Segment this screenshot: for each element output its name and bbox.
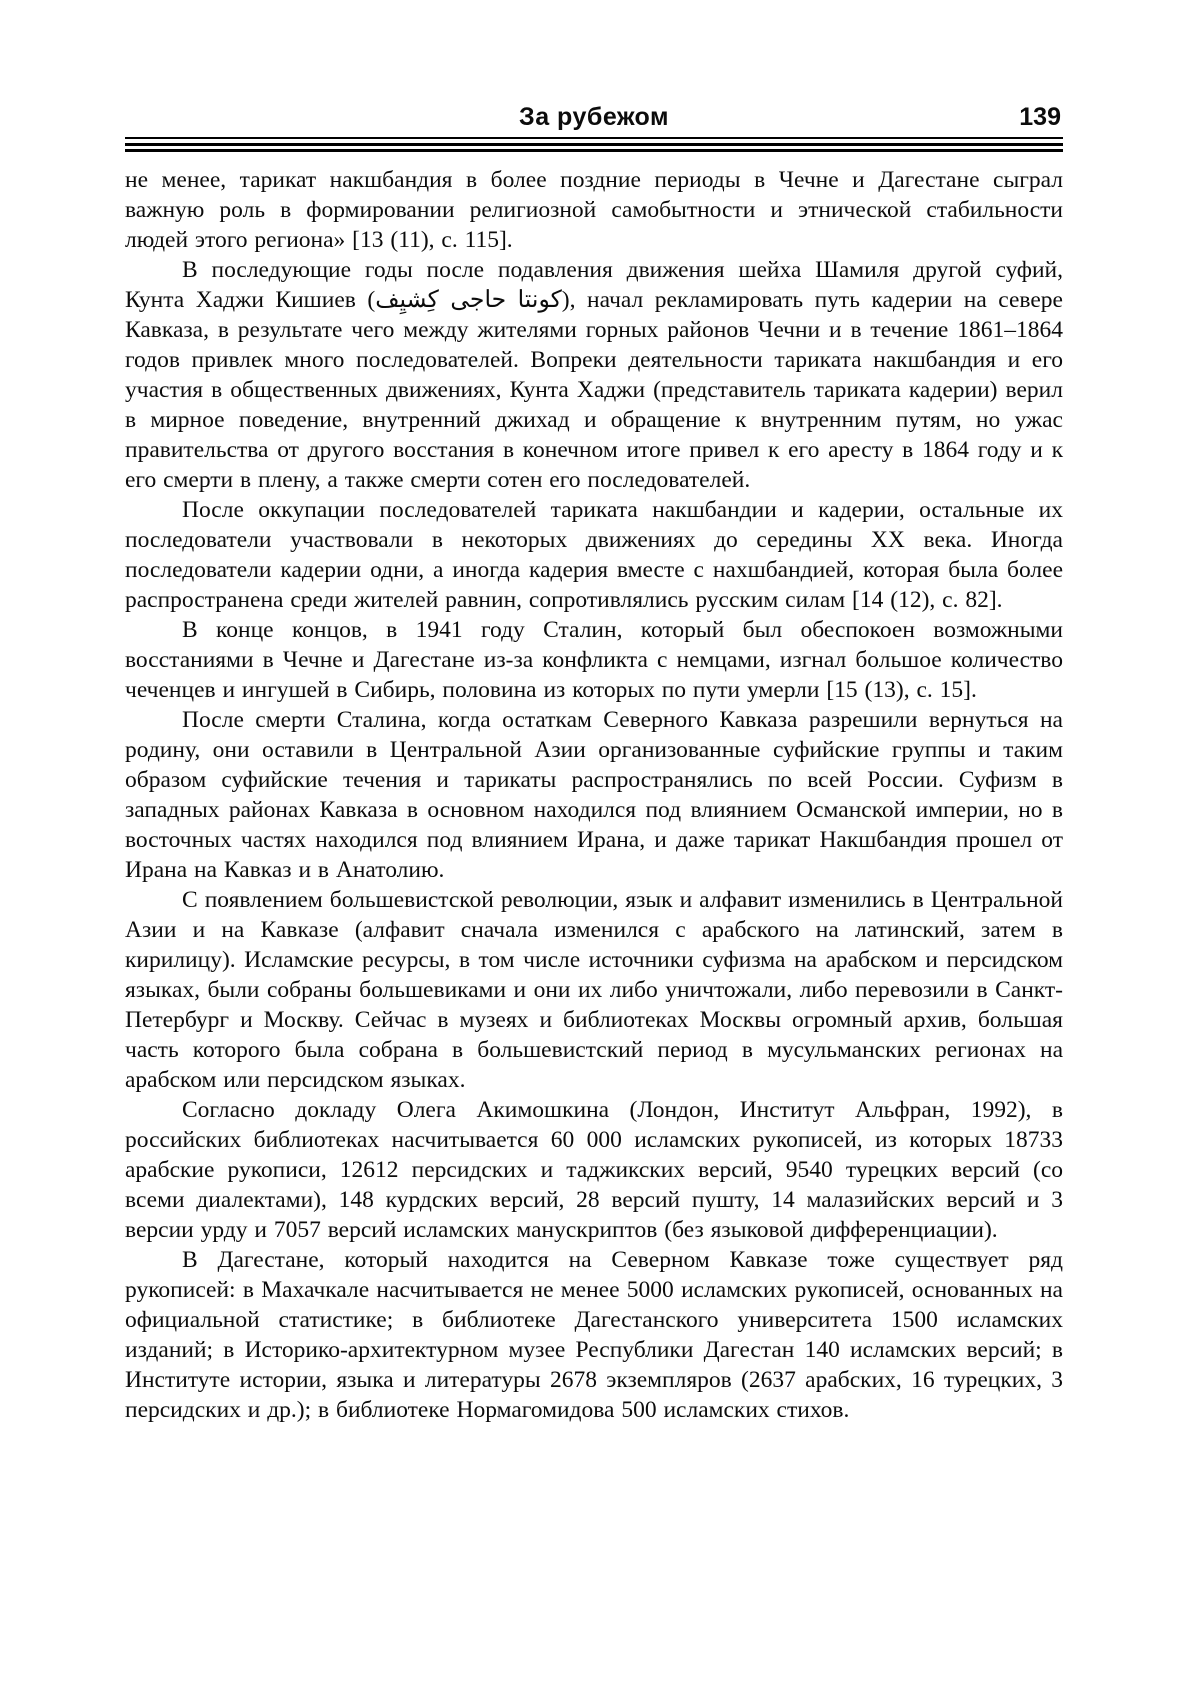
body-paragraph: С появлением большевистской революции, язык и алфавит изменились в Центральной Азии и на Кавказе (алфавит сначала изменился с арабского на латинский, затем в кирилицу). Исламские ресурсы, в том числе источники суфизма на арабском и персидском языках, были собраны большевиками и они их либо уничтожали, либо перевозили в Санкт-Петербург и Москву. Сейчас в музеях и библиотеках Москвы огромный архив, большая часть которого была собрана в большевистский период в мусульманских регионах на арабском или персидском языках. (125, 886, 1063, 1093)
body-paragraph: Согласно докладу Олега Акимошкина (Лондон, Институт Альфран, 1992), в российских библиотеках насчитывается 60 000 исламских рукописей, из которых 18733 арабские рукописи, 12612 персидских и таджикских версий, 9540 турецких версий (со всеми диалектами), 148 курдских версий, 28 версий пушту, 14 малазийских версий и 3 версии урду и 7057 версий исламских манускриптов (без языковой дифференциации). (125, 1096, 1063, 1243)
body-paragraph: В Дагестане, который находится на Северном Кавказе тоже существует ряд рукописей: в Махачкале насчитывается не менее 5000 исламских рукописей, основанных на официальной статистике; в библиотеке Дагестанского университета 1500 исламских изданий; в Историко-архитектурном музее Республики Дагестан 140 исламских версий; в Институте истории, языка и литературы 2678 экземпляров (2637 арабских, 16 турецких, 3 персидских и др.); в библиотеке Нормагомидова 500 исламских стихов. (125, 1246, 1063, 1423)
page-number: 139 (1019, 103, 1061, 131)
body-paragraph: В конце концов, в 1941 году Сталин, который был обеспокоен возможными восстаниями в Чечне и Дагестане из-за конфликта с немцами, изгнал большое количество чеченцев и ингушей в Сибирь, половина из которых по пути умерли [15 (13), с. 15]. (125, 616, 1063, 703)
running-header (125, 104, 1063, 139)
journal-page (125, 0, 1063, 1425)
article-body (125, 165, 1063, 1425)
body-paragraph: После смерти Сталина, когда остаткам Северного Кавказа разрешили вернуться на родину, они оставили в Центральной Азии организованные суфийские группы и таким образом суфийские течения и тарикаты распространялись по всей России. Суфизм в западных районах Кавказа в основном находился под влиянием Османской империи, но в восточных частях находился под влиянием Ирана, и даже тарикат Накшбандия прошел от Ирана на Кавказ и в Анатолию. (125, 706, 1063, 883)
body-paragraph: не менее, тарикат накшбандия в более поздние периоды в Чечне и Дагестане сыграл важную роль в формировании религиозной самобытности и этнической стабильности людей этого региона» [13 (11), с. 115]. (125, 166, 1063, 253)
body-paragraph: После оккупации последователей тариката накшбандии и кадерии, остальные их последователи участвовали в некоторых движениях до середины XX века. Иногда последователи кадерии одни, а иногда кадерия вместе с нахшбандией, которая была более распространена среди жителей равнин, сопротивлялись русским силам [14 (12), с. 82]. (125, 496, 1063, 613)
section-title: За рубежом (519, 103, 669, 131)
body-paragraph: В последующие годы после подавления движения шейха Шамиля другой суфий, Кунта Хаджи Кишиев (كونتا حاجى كِشيِف), начал рекламировать путь кадерии на севере Кавказа, в результате чего между жителями горных районов Чечни и в течение 1861–1864 годов привлек много последователей. Вопреки деятельности тариката накшбандия и его участия в общественных движениях, Кунта Хаджи (представитель тариката кадерии) верил в мирное поведение, внутренний джихад и обращение к внутренним путям, но ужас правительства от другого восстания в конечном итоге привел к его аресту в 1864 году и к его смерти в плену, а также смерти сотен его последователей. (125, 256, 1063, 493)
header-double-rule (125, 143, 1063, 152)
